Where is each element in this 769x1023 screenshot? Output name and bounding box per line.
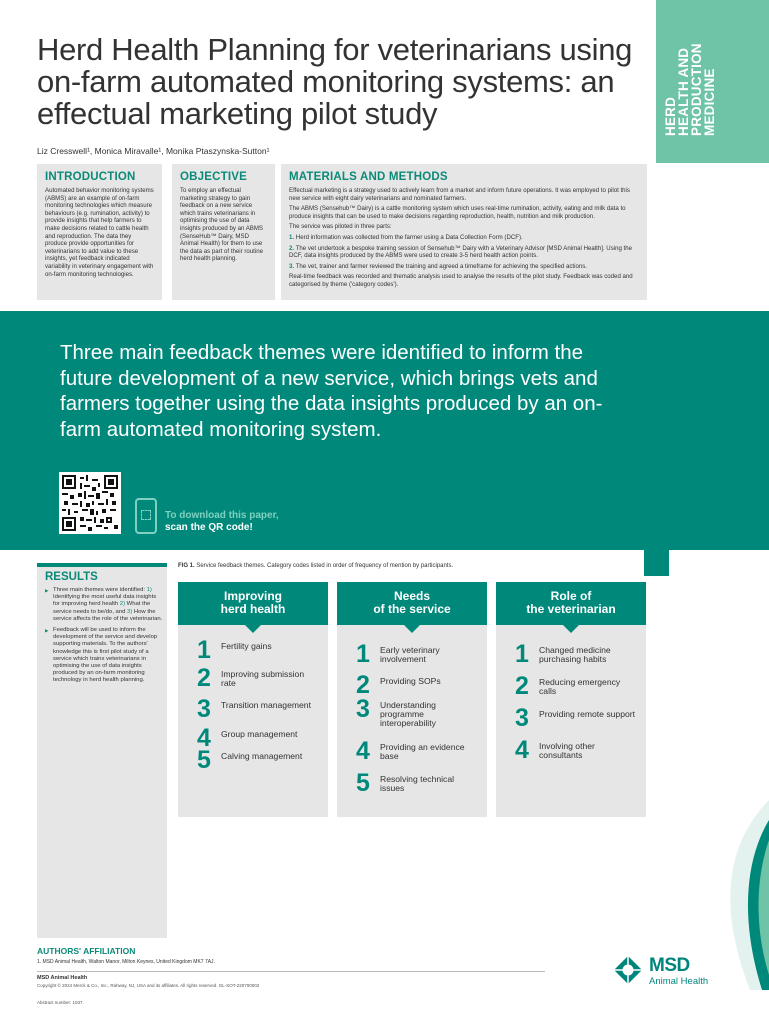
- logo-subtitle: Animal Health: [649, 976, 709, 987]
- phone-scan-icon: [135, 498, 157, 534]
- results-top-rule: [37, 563, 167, 567]
- key-finding-statement: Three main feedback themes were identified to inform the future development of a new service, which brings vets and farmers together using the data insights produced by an on-farm automated monitoring system.: [60, 341, 603, 441]
- methods-section: [281, 164, 647, 300]
- paper-title: Herd Health Planning for veterinarians using on-farm automated monitoring systems: an effectual marketing pilot study: [37, 32, 633, 131]
- theme-item: 3 Transition management: [197, 695, 311, 723]
- theme-header: Role of the veterinarian: [496, 582, 646, 625]
- theme-column-vet-role: [496, 582, 646, 817]
- theme-item: 4 Providing an evidence base: [356, 737, 465, 765]
- introduction-section: [37, 164, 162, 300]
- results-bullet: ▶ Feedback will be used to inform the development of the service and develop supporting materials. To the authors' knowledge this is first pilot study of a service which trains veterinarians in optimising the use of data insights produced by an on-farm monitoring technology in herd health planning.: [45, 627, 163, 685]
- methods-step: 2. The vet undertook a bespoke training session of Sensehub™ Dairy with a Veterinary Advisor [MSD Animal Health]. Using the DCF, data insights produced by the ABMS were used to create 3-5 herd health action points.: [289, 244, 633, 260]
- footer-divider: [37, 971, 545, 972]
- qr-code-icon[interactable]: [59, 472, 121, 534]
- results-list: [45, 587, 163, 689]
- theme-item: 5 Resolving technical issues: [356, 769, 455, 797]
- theme-item: 1 Fertility gains: [197, 636, 272, 664]
- authors: Liz Cresswell¹, Monica Miravalle¹, Monika Ptaszynska-Sutton¹: [37, 146, 270, 156]
- results-bullet: ▶ Three main themes were identified: 1) Identifying the most useful data insights for improving herd health 2) What the service needs to be/do, and 3) How the service affects the role of the veterinarian.: [45, 587, 163, 623]
- decorative-tab: [644, 550, 669, 576]
- objective-body: To employ an effectual marketing strategy to gain feedback on a new service which trains veterinarians in optimising the use of data insights produced by an ABMS (SenseHub™ Dairy, MSD Animal Health) for them to use the data as part of their routine herd health planning.: [180, 187, 263, 263]
- results-heading: RESULTS: [45, 571, 98, 583]
- theme-column-service-needs: [337, 582, 487, 817]
- theme-item: 2 Reducing emergency calls: [515, 672, 621, 700]
- download-prompt: To download this paper,: [165, 510, 279, 521]
- theme-item: 3 Providing remote support: [515, 704, 636, 732]
- theme-item: 4 Group management: [197, 724, 298, 752]
- theme-item: 3 Understanding programme interoperability: [356, 695, 436, 728]
- theme-item: 2 Providing SOPs: [356, 671, 441, 699]
- introduction-heading: INTRODUCTION: [45, 171, 136, 183]
- objective-heading: OBJECTIVE: [180, 171, 247, 183]
- theme-item: 1 Early veterinary involvement: [356, 640, 440, 668]
- affiliation-heading: AUTHORS' AFFILIATION: [37, 946, 136, 956]
- methods-p2: The ABMS (Sensehub™ Dairy) is a cattle monitoring system which uses real-time rumination, activity, eating and milk data to produce insights that can be used to make decisions regarding reproduction, health, nutrition and milk production.: [289, 205, 626, 220]
- section-tab-label: HERD HEALTH AND PRODUCTION MEDICINE: [663, 43, 717, 136]
- theme-header: Needs of the service: [337, 582, 487, 625]
- affiliation-text: 1. MSD Animal Health, Walton Manor, Milton Keynes, United Kingdom MK7 7AJ.: [37, 959, 215, 965]
- theme-column-herd-health: [178, 582, 328, 817]
- methods-heading: MATERIALS AND METHODS: [289, 171, 448, 183]
- methods-step: 3. The vet, trainer and farmer reviewed the training and agreed a timeframe for achieving the specified actions.: [289, 262, 587, 270]
- methods-step: 1. Herd information was collected from the farmer using a Data Collection Form (DCF).: [289, 233, 523, 241]
- scan-qr-prompt: scan the QR code!: [165, 522, 253, 533]
- figure-caption: FIG 1. Service feedback themes. Category codes listed in order of frequency of mention by participants.: [178, 563, 454, 569]
- abstract-number: Abstract number: 1037.: [37, 1000, 84, 1005]
- theme-item: 5 Calving management: [197, 746, 303, 774]
- footer-copyright: Copyright © 2024 Merck & Co., Inc., Rahway, NJ, USA and its affiliates. All rights reserved. GL-SOT-220700002: [37, 983, 260, 988]
- objective-section: [172, 164, 275, 300]
- decorative-swoosh: [700, 800, 769, 990]
- methods-p1: Effectual marketing is a strategy used to actively learn from a market and inform future operations. It was employed to pilot this new service with eight dairy veterinarians and nominated farmers.: [289, 187, 630, 202]
- theme-item: 1 Changed medicine purchasing habits: [515, 640, 611, 668]
- theme-item: 4 Involving other consultants: [515, 736, 595, 764]
- theme-header: Improving herd health: [178, 582, 328, 625]
- results-section: [37, 563, 167, 938]
- methods-p4: Real-time feedback was recorded and thematic analysis used to analyse the results of the pilot study. Feedback was coded and categorised by theme ('category codes').: [289, 273, 633, 288]
- introduction-body: Automated behavior monitoring systems (ABMS) are an example of on-farm monitoring technologies which measure behaviours (e.g. rumination, activity) to provide insights that help farmers to make decisions related to cattle health and reproduction. The data they produce provide opportunities for veterinarians to add value to these insights, yet feedback indicated variability in veterinary engagement with on-farm monitoring technologies.: [45, 187, 154, 278]
- methods-p3: The service was piloted in three parts:: [289, 223, 392, 231]
- logo-brand: MSD: [649, 955, 690, 976]
- theme-item: 2 Improving submission rate: [197, 664, 305, 692]
- footer-company: MSD Animal Health: [37, 975, 88, 981]
- msd-logo-icon: [613, 955, 643, 985]
